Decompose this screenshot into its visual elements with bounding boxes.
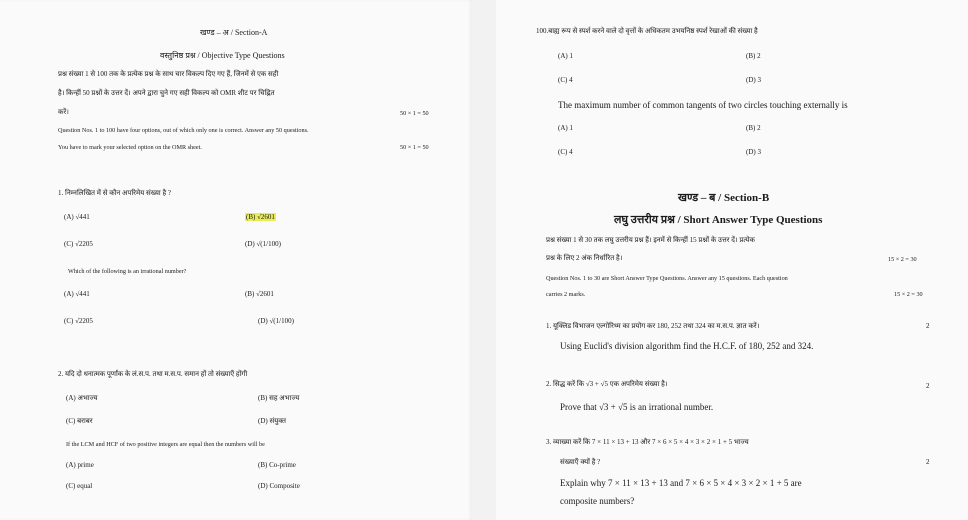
q100-option-c: (C) 4 (558, 76, 573, 84)
q1-option-d-en: (D) √(1/100) (258, 317, 294, 325)
short-question-2-marks: 2 (926, 382, 930, 390)
question-100-english: The maximum number of common tangents of two circles touching externally is (558, 100, 848, 110)
q1-option-b: (B) √2601 (246, 213, 275, 221)
q1-option-b-en: (B) √2601 (245, 290, 274, 298)
short-question-3-english-1: Explain why 7 × 11 × 13 + 13 and 7 × 6 × 5 × 4 × 3 × 2 × 1 + 5 are (560, 478, 802, 488)
short-question-1-marks: 2 (926, 322, 930, 330)
marks-label: 50 × 1 = 50 (400, 144, 429, 151)
right-exam-page (496, 0, 968, 520)
question-2-hindi: 2. यदि दो धनात्मक पूर्णांक के लं.स.प. तथा म.स.प. समान हों तो संख्याएँ होंगी (58, 370, 248, 378)
short-question-3-marks: 2 (926, 458, 930, 466)
q100-option-a-en: (A) 1 (558, 124, 573, 132)
section-b-instruction-hindi-1: प्रश्न संख्या 1 से 30 तक लघु उत्तरीय प्रश्न हैं। इनमें से किन्हीं 15 प्रश्नों के उत्तर दें। प्रत्येक (546, 236, 755, 244)
short-question-3-hindi-2: संख्याएँ क्यों है ? (560, 458, 601, 466)
short-question-3-hindi-1: 3. व्याख्या करें कि 7 × 11 × 13 + 13 और 7 × 6 × 5 × 4 × 3 × 2 × 1 + 5 भाज्य (546, 438, 749, 446)
short-answer-header: लघु उत्तरीय प्रश्न / Short Answer Type Questions (614, 214, 823, 226)
section-a-header: खण्ड – अ / Section-A (200, 28, 268, 37)
q2-option-c-en: (C) equal (66, 482, 93, 490)
marks-label: 15 × 2 = 30 (894, 291, 923, 298)
question-100-hindi: 100.बाह्य रूप से स्पर्श करने वाले दो वृत्तों के अधिकतम उभयनिष्ठ स्पर्श रेखाओं की संख्या है (536, 27, 758, 35)
q1-option-d: (D) √(1/100) (245, 240, 281, 248)
section-b-instruction-english-2: carries 2 marks. (546, 291, 586, 298)
section-b-header: खण्ड – ब / Section-B (678, 192, 770, 204)
q100-option-d-en: (D) 3 (746, 148, 761, 156)
q1-option-a-en: (A) √441 (64, 290, 90, 298)
marks-label: 50 × 1 = 50 (400, 110, 429, 117)
instruction-english-line-1: Question Nos. 1 to 100 have four options, out of which only one is correct. Answer any 50 questions. (58, 127, 309, 134)
question-1-hindi: 1. निम्नलिखित में से कौन अपरिमेय संख्या है ? (58, 189, 172, 197)
short-question-2-hindi: 2. सिद्ध करें कि √3 + √5 एक अपरिमेय संख्या है। (546, 380, 668, 388)
q2-option-d: (D) संयुक्त (258, 417, 287, 425)
question-1-english: Which of the following is an irrational number? (68, 268, 187, 275)
q2-option-b: (B) सह अभाज्य (258, 394, 300, 402)
q2-option-d-en: (D) Composite (258, 482, 300, 490)
q100-option-b-en: (B) 2 (746, 124, 761, 132)
q100-option-a: (A) 1 (558, 52, 573, 60)
q2-option-b-en: (B) Co-prime (258, 461, 296, 469)
objective-header: वस्तुनिष्ठ प्रश्न / Objective Type Questions (160, 51, 285, 60)
q2-option-a: (A) अभाज्य (66, 394, 98, 402)
instruction-hindi-line-1: प्रश्न संख्या 1 से 100 तक के प्रत्येक प्रश्न के साथ चार विकल्प दिए गए हैं, जिनमें से एक सही (58, 70, 279, 78)
q2-option-c: (C) बराबर (66, 417, 93, 425)
section-b-instruction-hindi-2: प्रश्न के लिए 2 अंक निर्धारित है। (546, 254, 623, 262)
short-question-3-english-2: composite numbers? (560, 496, 635, 506)
instruction-hindi-line-2: है। किन्हीं 50 प्रश्नों के उत्तर दें। अपने द्वारा चुने गए सही विकल्प को OMR शीट पर चिह्नित (58, 89, 275, 97)
section-b-instruction-english-1: Question Nos. 1 to 30 are Short Answer Type Questions. Answer any 15 questions. Each question (546, 275, 788, 282)
q2-option-a-en: (A) prime (66, 461, 94, 469)
question-2-english: If the LCM and HCF of two positive integers are equal then the numbers will be (66, 441, 265, 448)
q1-option-c-en: (C) √2205 (64, 317, 93, 325)
q1-option-c: (C) √2205 (64, 240, 93, 248)
q100-option-d: (D) 3 (746, 76, 761, 84)
q100-option-b: (B) 2 (746, 52, 761, 60)
short-question-1-hindi: 1. यूक्लिड विभाजन एल्गोरिथ्म का प्रयोग कर 180, 252 तथा 324 का म.स.प. ज्ञात करें। (546, 322, 760, 330)
short-question-1-english: Using Euclid's division algorithm find the H.C.F. of 180, 252 and 324. (560, 341, 814, 351)
marks-label: 15 × 2 = 30 (888, 256, 917, 263)
instruction-english-line-2: You have to mark your selected option on the OMR sheet. (58, 144, 202, 151)
short-question-2-english: Prove that √3 + √5 is an irrational number. (560, 402, 714, 412)
q1-option-a: (A) √441 (64, 213, 90, 221)
instruction-hindi-line-3: करें। (58, 108, 69, 116)
left-exam-page (0, 0, 472, 520)
q100-option-c-en: (C) 4 (558, 148, 573, 156)
